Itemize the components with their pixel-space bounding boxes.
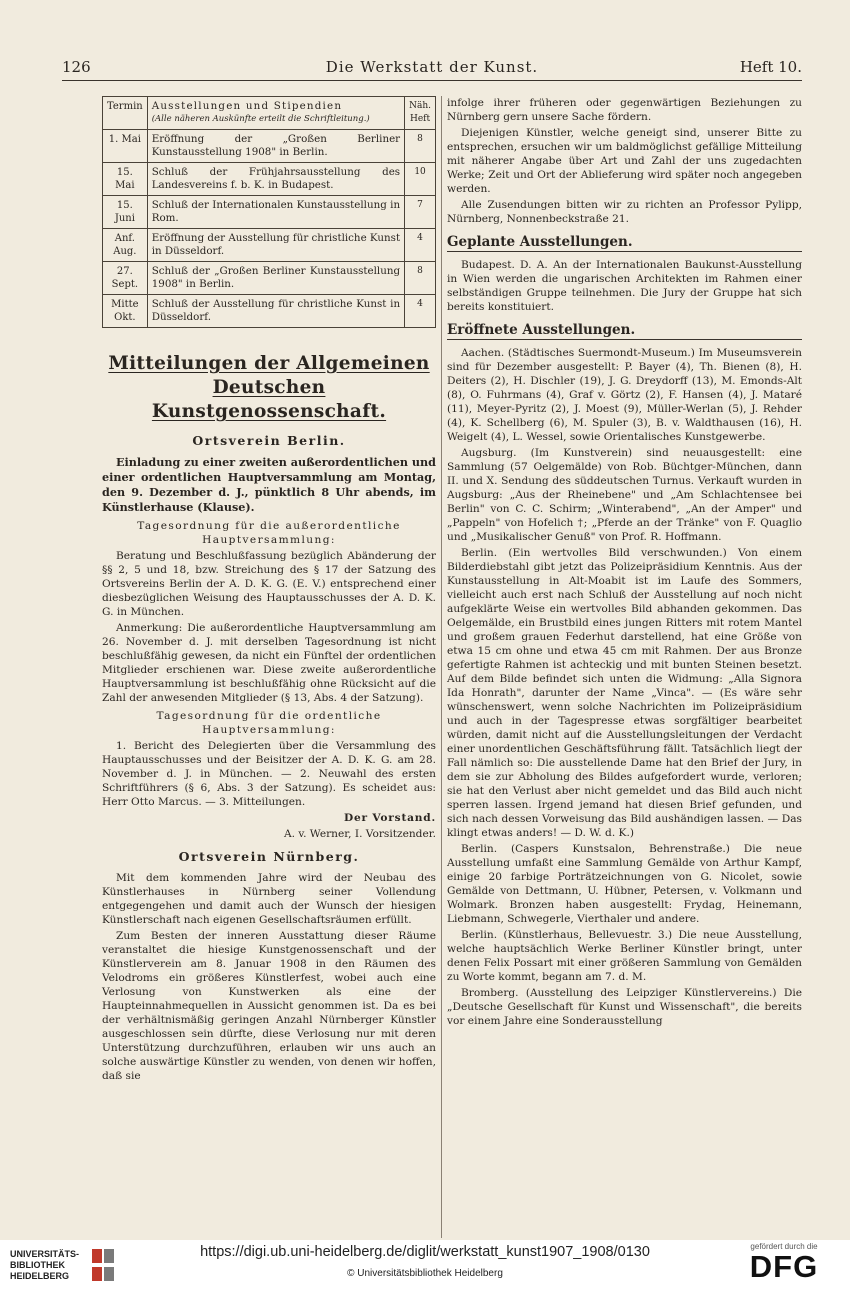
row-num: 8	[405, 262, 436, 295]
signature-title-text: Der Vorstand.	[343, 812, 436, 824]
page-number: 126	[62, 58, 91, 76]
issue-label: Heft 10.	[739, 58, 802, 76]
invitation-paragraph: Einladung zu einer zweiten außerordentlichen und einer ordentlichen Hauptversammlung am Montag, den 9. Dezember d. J., pünktlich 8 Uhr abends, im Künstlerhause (Klause).	[102, 455, 436, 514]
row-num: 7	[405, 196, 436, 229]
table-header-row	[103, 97, 436, 130]
augsburg-entry: Augsburg. (Im Kunstverein) sind neuausgestellt: eine Sammlung (57 Oelgemälde) von Rob. Büchtger-München, dann II. und X. Sendung des süddeutschen Turnus. Verkauft wurden in Augsburg: „Aus der Rheinebene" und „Am Schlachtensee bei Berlin" von C. C. Schirm; „Winterabend", „An der Amper" und „Pappeln" von Hofelich †; „Pferde an der Tränke" von F. Quaglio und „Musikalischer Genuß" von Prof. R. Hoffmann.	[447, 447, 802, 543]
nuernberg-heading: Ortsverein Nürnberg.	[178, 849, 360, 864]
row-num: 10	[405, 163, 436, 196]
row-text: Schluß der Ausstellung für christliche Kunst in Düsseldorf.	[147, 295, 404, 328]
request-paragraph: Diejenigen Künstler, welche geneigt sind, unserer Bitte zu entsprechen, ersuchen wir um baldmöglichst gefällige Mitteilung mit näherer Angabe über Art und Zahl der uns zugedachten Werke; Zeit und Ort der Ablieferung wird später noch angegeben werden.	[447, 127, 802, 195]
col-num-header: Näh. Heft	[405, 97, 436, 130]
row-date: Mitte Okt.	[103, 295, 148, 328]
dfg-logo	[744, 1242, 824, 1283]
planned-exhibitions-heading: Geplante Ausstellungen.	[447, 235, 802, 252]
agenda1-paragraph: Beratung und Beschlußfassung bezüglich Abänderung der §§ 2, 5 und 18, bzw. Streichung des § 17 der Satzung des Ortsvereins Berlin der A. D. K. G. (E. V.) entsprechend einer diesbezüglichen Weisung des Hauptausschusses der A. D. K. G. in München.	[102, 550, 436, 618]
source-url-link[interactable]: https://digi.ub.uni-heidelberg.de/diglit/werkstatt_kunst1907_1908/0130	[200, 1244, 650, 1260]
row-text: Eröffnung der „Großen Berliner Kunstausstellung 1908" in Berlin.	[147, 130, 404, 163]
signature-names: A. v. Werner, I. Vorsitzender.	[283, 828, 436, 840]
agenda1-title: Tagesordnung für die außerordentliche Hauptversammlung:	[137, 520, 401, 546]
left-column	[102, 96, 436, 1085]
section-heading-line1: Mitteilungen der Allgemeinen Deutschen	[108, 353, 430, 398]
row-date: Anf. Aug.	[103, 229, 148, 262]
table-row	[103, 163, 436, 196]
row-text: Eröffnung der Ausstellung für christliche Kunst in Düsseldorf.	[147, 229, 404, 262]
row-date: 15. Mai	[103, 163, 148, 196]
berlin-heading: Ortsverein Berlin.	[192, 433, 346, 448]
budapest-entry: Budapest. D. A. An der Internationalen Baukunst-Ausstellung in Wien werden die ungarischen Architekten im Rahmen einer selbständigen Gruppe teilnehmen. Die Jury der Gruppe hat sich bereits konstituiert.	[447, 259, 802, 313]
berlin-entry-2: Berlin. (Caspers Kunstsalon, Behrenstraße.) Die neue Ausstellung umfaßt eine Sammlung Gemälde von Arthur Kampf, einige 20 farbige Porträtzeichnungen von G. Nicolet, sowie Gemälde von Dettmann, U. Hübner, Petersen, v. Volkmann und Wolmark. Bronzen haben ausgestellt: Frydag, Heinemann, Liebmann, Schwegerle, Vierthaler und andere.	[447, 843, 802, 925]
nuernberg-paragraph-2: Zum Besten der inneren Ausstattung dieser Räume veranstaltet die hiesige Kunstgenossenschaft und der Künstlerverein am 8. Januar 1908 in den Räumen des Velodroms ein größeres Künstlerfest, wobei auch eine Verlosung von Kunstwerken als eine der Haupteinnahmequellen in Aussicht genommen ist. Da es bei der verhältnismäßig geringen Anzahl Nürnberger Künstler ausgeschlossen sein dürfte, diese Verlosung nur mit deren Unterstützung durchzuführen, erlauben wir uns auch an solche auswärtige Künstler zu wenden, von denen wir hoffen, daß sie	[102, 930, 436, 1082]
agenda2-paragraph: 1. Bericht des Delegierten über die Versammlung des Hauptausschusses und der Beisitzer der A. D. K. G. am 28. November d. J. in München. — 2. Neuwahl des ersten Schriftführers (§ 6, Abs. 3 der Satzung). Es scheidet aus: Herr Otto Marcus. — 3. Mitteilungen.	[102, 740, 436, 808]
col-subtitle: (Alle näheren Auskünfte erteilt die Schriftleitung.)	[151, 114, 370, 124]
row-num: 4	[405, 229, 436, 262]
column-divider	[441, 96, 442, 1238]
col-title-header	[147, 97, 404, 130]
right-column	[447, 96, 802, 1030]
copyright-notice: © Universitätsbibliothek Heidelberg	[347, 1268, 503, 1279]
aachen-entry: Aachen. (Städtisches Suermondt-Museum.) Im Museumsverein sind für Dezember ausgestellt: P. Bayer (4), Th. Bienen (8), H. Deiters (2), H. Dischler (19), J. G. Dreydorff (13), M. Emonds-Alt (8), O. Fuhrmans (4), Graf v. Görtz (2), F. Hansen (4), J. Mataré (11), Meyer-Pyritz (2), J. Moest (9), Müller-Werlan (5), J. Rehder (4), K. Schellberg (6), M. Spuler (3), B. v. Waldthausen (16), H. Weigelt (4), L. Wessel, sowie Orientalisches Kunstgewerbe.	[447, 347, 802, 443]
dfg-logo-text: DFG	[749, 1249, 819, 1284]
signature-title	[102, 811, 436, 825]
berlin-entry-1: Berlin. (Ein wertvolles Bild verschwunden.) Von einem Bilderdiebstahl gibt jetzt das Polizeipräsidium Kenntnis. Aus der Kunstausstellung in Alt-Moabit ist im Laufe des Sommers, vielleicht auch erst nach Schluß der Ausstellung auf noch nicht aufgeklärte Weise ein wertvolles Bild abhanden gekommen. Das Oelgemälde, ein Brustbild eines jungen Ritters mit rotem Mantel und großem grauen Federhut darstellend, hat eine Größe von etwa 15 cm ohne und etwa 45 cm mit Rahmen. Der aus Bronze gefertigte Rahmen ist achteckig und mit bunten Steinen besetzt. Auf dem Bilde befindet sich unten die Widmung: „Alla Signora Ida Honrath", darunter der Name „Vinca". — (Es wäre sehr wünschenswert, wenn solche Nachrichten im Polizeipräsidium und auch in der Tagespresse etwas sorgfältiger bearbeitet würden, damit nicht auf die Ausstellungsleitungen der Verdacht einer unordentlichen Geschäftsführung fällt. Tatsächlich liegt der Fall nämlich so: Die ausstellende Dame hat den Brief der Jury, in dem sie zur Abholung des Bildes aufgefordert wurde, verloren; sie hat den Verlust aber nicht gemeldet und das Bild auch nicht sperren lassen. Irgend jemand hat diesen Brief gefunden, und sich nach dessen Vorweisung das Bild aushändigen lassen. — Das klingt etwas anders! — D. W. d. K.)	[447, 547, 802, 839]
footer-bar	[0, 1240, 850, 1292]
nuernberg-paragraph-1: Mit dem kommenden Jahre wird der Neubau des Künstlerhauses in Nürnberg seiner Vollendung entgegengehen und damit auch der Wunsch der hiesigen Künstlerschaft nach eigenen Gesellschaftsräumen erfüllt.	[102, 872, 436, 926]
row-num: 8	[405, 130, 436, 163]
running-header	[62, 58, 802, 80]
row-text: Schluß der Internationalen Kunstausstellung in Rom.	[147, 196, 404, 229]
table-row	[103, 229, 436, 262]
row-text: Schluß der „Großen Berliner Kunstausstellung 1908" in Berlin.	[147, 262, 404, 295]
section-heading	[102, 352, 436, 424]
agenda2-title: Tagesordnung für die ordentliche Hauptversammlung:	[156, 710, 382, 736]
row-text: Schluß der Frühjahrsausstellung des Landesvereins f. b. K. in Budapest.	[147, 163, 404, 196]
exhibitions-table	[102, 96, 436, 328]
table-row	[103, 130, 436, 163]
continued-paragraph: infolge ihrer früheren oder gegenwärtigen Beziehungen zu Nürnberg gern unsere Sache fördern.	[447, 97, 802, 123]
header-rule	[62, 80, 802, 81]
table-row	[103, 262, 436, 295]
col-date-header: Termin	[103, 97, 148, 130]
agenda1-note: Anmerkung: Die außerordentliche Hauptversammlung am 26. November d. J. mit derselben Tagesordnung ist nicht beschlußfähig gewesen, da nicht ein Fünftel der ordentlichen Mitglieder erschienen war. Diese zweite außerordentliche Hauptversammlung ist beschlußfähig ohne Rücksicht auf die Zahl der anwesenden Mitglieder (§ 13, Abs. 4 der Satzung).	[102, 622, 436, 704]
berlin-entry-3: Berlin. (Künstlerhaus, Bellevuestr. 3.) Die neue Ausstellung, welche hauptsächlich Werke Berliner Künstler bringt, unter denen Felix Possart mit einer größeren Sammlung von Gemälden zu Worte kommt, begann am 7. d. M.	[447, 929, 802, 983]
university-library-logo: UNIVERSITÄTS-BIBLIOTHEK HEIDELBERG	[10, 1249, 80, 1281]
section-heading-line2: Kunstgenossenschaft.	[151, 401, 387, 422]
row-date: 27. Sept.	[103, 262, 148, 295]
col-title-text: Ausstellungen und Stipendien	[151, 100, 343, 112]
row-num: 4	[405, 295, 436, 328]
table-row	[103, 295, 436, 328]
bromberg-entry: Bromberg. (Ausstellung des Leipziger Künstlervereins.) Die „Deutsche Gesellschaft für Kunst und Wissenschaft", die bereits vor einem Jahre eine Sonderausstellung	[447, 987, 802, 1027]
address-paragraph: Alle Zusendungen bitten wir zu richten an Professor Pylipp, Nürnberg, Nonnenbeckstraße 21.	[447, 199, 802, 225]
table-row	[103, 196, 436, 229]
row-date: 15. Juni	[103, 196, 148, 229]
row-date: 1. Mai	[103, 130, 148, 163]
journal-title: Die Werkstatt der Kunst.	[325, 58, 539, 76]
opened-exhibitions-heading: Eröffnete Ausstellungen.	[447, 323, 802, 340]
dfg-funded-text: gefördert durch die	[750, 1242, 818, 1251]
